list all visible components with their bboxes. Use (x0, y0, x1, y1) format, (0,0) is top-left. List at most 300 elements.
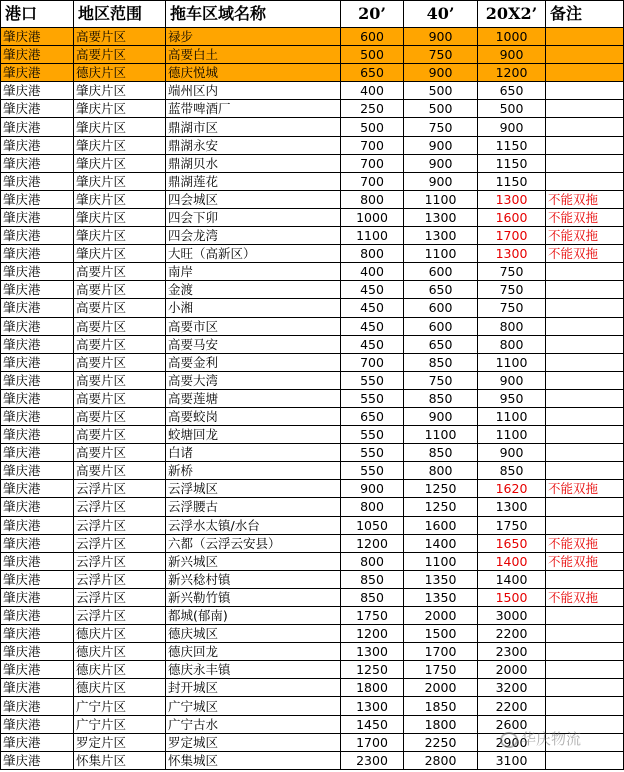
cell-price-40ft: 1400 (404, 534, 478, 552)
cell-port: 肇庆港 (1, 607, 74, 625)
cell-price-20ft: 550 (341, 444, 404, 462)
header-20x2: 20X2’ (478, 1, 546, 28)
table-row (1, 263, 624, 281)
cell-port: 肇庆港 (1, 643, 74, 661)
table-row (1, 516, 624, 534)
cell-zone: 金渡 (166, 281, 341, 299)
cell-price-20x2: 950 (478, 389, 546, 407)
cell-port: 肇庆港 (1, 208, 74, 226)
cell-price-20ft: 450 (341, 335, 404, 353)
cell-area: 云浮片区 (74, 480, 166, 498)
cell-price-20x2: 900 (478, 371, 546, 389)
cell-price-40ft: 650 (404, 281, 478, 299)
cell-price-20ft: 1100 (341, 227, 404, 245)
cell-area: 怀集片区 (74, 751, 166, 769)
table-row (1, 46, 624, 64)
cell-zone: 德庆城区 (166, 625, 341, 643)
table-row (1, 588, 624, 606)
cell-zone: 新兴勒竹镇 (166, 588, 341, 606)
cell-port: 肇庆港 (1, 263, 74, 281)
watermark (500, 728, 581, 749)
table-body (1, 28, 624, 770)
cell-price-20x2: 2600 (478, 715, 546, 733)
cell-price-20ft: 400 (341, 263, 404, 281)
cell-note (546, 679, 624, 697)
table-row (1, 697, 624, 715)
table-row (1, 118, 624, 136)
table-row (1, 335, 624, 353)
cell-price-40ft: 1800 (404, 715, 478, 733)
cell-port: 肇庆港 (1, 227, 74, 245)
cell-zone: 云浮水太镇/水台 (166, 516, 341, 534)
cell-note (546, 389, 624, 407)
cell-price-40ft: 1250 (404, 498, 478, 516)
cell-port: 肇庆港 (1, 335, 74, 353)
table-row (1, 154, 624, 172)
cell-port: 肇庆港 (1, 281, 74, 299)
cell-price-40ft: 750 (404, 118, 478, 136)
table-row (1, 661, 624, 679)
cell-price-40ft: 1600 (404, 516, 478, 534)
cell-note (546, 643, 624, 661)
header-port: 港口 (1, 1, 74, 28)
table-row (1, 570, 624, 588)
cell-zone: 白诸 (166, 444, 341, 462)
cell-zone: 德庆永丰镇 (166, 661, 341, 679)
cell-note (546, 100, 624, 118)
cell-price-20ft: 1250 (341, 661, 404, 679)
cell-area: 肇庆片区 (74, 82, 166, 100)
table-row (1, 227, 624, 245)
cell-area: 高要片区 (74, 444, 166, 462)
cell-zone: 新兴城区 (166, 552, 341, 570)
cell-price-20ft: 600 (341, 28, 404, 46)
cell-price-20ft: 550 (341, 371, 404, 389)
cell-price-20ft: 250 (341, 100, 404, 118)
cell-price-20x2: 1150 (478, 154, 546, 172)
header-zone: 拖车区域名称 (166, 1, 341, 28)
cell-price-20ft: 850 (341, 570, 404, 588)
cell-price-20x2: 1400 (478, 552, 546, 570)
cell-port: 肇庆港 (1, 751, 74, 769)
cell-port: 肇庆港 (1, 534, 74, 552)
table-row (1, 407, 624, 425)
cell-price-40ft: 1300 (404, 208, 478, 226)
cell-note: 不能双拖 (546, 534, 624, 552)
table-row (1, 64, 624, 82)
cell-price-40ft: 600 (404, 263, 478, 281)
cell-area: 肇庆片区 (74, 227, 166, 245)
cell-area: 德庆片区 (74, 64, 166, 82)
cell-note (546, 444, 624, 462)
cell-price-20ft: 700 (341, 172, 404, 190)
cell-zone: 怀集城区 (166, 751, 341, 769)
cell-price-20x2: 500 (478, 100, 546, 118)
cell-price-40ft: 1100 (404, 552, 478, 570)
cell-port: 肇庆港 (1, 588, 74, 606)
cell-port: 肇庆港 (1, 389, 74, 407)
cell-price-20ft: 800 (341, 552, 404, 570)
cell-area: 德庆片区 (74, 625, 166, 643)
table-row (1, 208, 624, 226)
cell-price-40ft: 850 (404, 389, 478, 407)
cell-price-20x2: 650 (478, 82, 546, 100)
cell-zone: 广宁城区 (166, 697, 341, 715)
cell-price-40ft: 750 (404, 371, 478, 389)
cell-zone: 高要大湾 (166, 371, 341, 389)
cell-note (546, 426, 624, 444)
cell-price-20ft: 1000 (341, 208, 404, 226)
cell-price-40ft: 1100 (404, 245, 478, 263)
cell-price-20ft: 700 (341, 154, 404, 172)
cell-note (546, 353, 624, 371)
cell-zone: 四会龙湾 (166, 227, 341, 245)
table-row (1, 444, 624, 462)
cell-zone: 蛟塘回龙 (166, 426, 341, 444)
cell-price-20ft: 1700 (341, 733, 404, 751)
table-row (1, 552, 624, 570)
cell-port: 肇庆港 (1, 154, 74, 172)
cell-price-40ft: 2000 (404, 679, 478, 697)
cell-price-40ft: 600 (404, 317, 478, 335)
cell-note (546, 82, 624, 100)
cell-area: 云浮片区 (74, 498, 166, 516)
cell-note (546, 136, 624, 154)
cell-price-40ft: 1500 (404, 625, 478, 643)
cell-area: 广宁片区 (74, 697, 166, 715)
cell-area: 肇庆片区 (74, 100, 166, 118)
cell-price-20x2: 800 (478, 317, 546, 335)
cell-note (546, 118, 624, 136)
cell-note (546, 371, 624, 389)
cell-area: 高要片区 (74, 46, 166, 64)
cell-zone: 新兴稔村镇 (166, 570, 341, 588)
cell-price-20x2: 1100 (478, 407, 546, 425)
cell-price-20x2: 3000 (478, 607, 546, 625)
cell-price-40ft: 500 (404, 82, 478, 100)
cell-price-40ft: 2250 (404, 733, 478, 751)
cell-note (546, 28, 624, 46)
header-row (1, 1, 624, 28)
cell-price-20ft: 450 (341, 317, 404, 335)
cell-zone: 高要白土 (166, 46, 341, 64)
cell-note: 不能双拖 (546, 227, 624, 245)
cell-port: 肇庆港 (1, 552, 74, 570)
cell-note (546, 64, 624, 82)
cell-price-20x2: 3200 (478, 679, 546, 697)
cell-note (546, 154, 624, 172)
cell-price-20x2: 1700 (478, 227, 546, 245)
cell-price-20x2: 850 (478, 462, 546, 480)
cell-zone: 鼎湖永安 (166, 136, 341, 154)
cell-price-40ft: 850 (404, 444, 478, 462)
cell-price-20x2: 800 (478, 335, 546, 353)
cell-note (546, 661, 624, 679)
cell-port: 肇庆港 (1, 570, 74, 588)
cell-price-20x2: 1750 (478, 516, 546, 534)
cell-port: 肇庆港 (1, 371, 74, 389)
cell-area: 德庆片区 (74, 643, 166, 661)
cell-price-20ft: 1200 (341, 534, 404, 552)
cell-zone: 鼎湖莲花 (166, 172, 341, 190)
cell-price-20ft: 450 (341, 281, 404, 299)
cell-price-40ft: 750 (404, 46, 478, 64)
cell-note: 不能双拖 (546, 245, 624, 263)
cell-zone: 云浮腰古 (166, 498, 341, 516)
cell-price-20x2: 3100 (478, 751, 546, 769)
cell-price-20ft: 800 (341, 245, 404, 263)
table-row (1, 353, 624, 371)
cell-note (546, 407, 624, 425)
cell-port: 肇庆港 (1, 462, 74, 480)
cell-price-20x2: 1300 (478, 245, 546, 263)
cell-area: 云浮片区 (74, 607, 166, 625)
cell-price-20ft: 1800 (341, 679, 404, 697)
cell-price-20x2: 1650 (478, 534, 546, 552)
cell-area: 德庆片区 (74, 661, 166, 679)
cell-note (546, 263, 624, 281)
cell-price-40ft: 900 (404, 154, 478, 172)
cell-area: 高要片区 (74, 389, 166, 407)
cell-price-20x2: 1500 (478, 588, 546, 606)
cell-zone: 德庆回龙 (166, 643, 341, 661)
cell-price-20x2: 900 (478, 118, 546, 136)
cell-zone: 鼎湖市区 (166, 118, 341, 136)
cell-price-20x2: 1200 (478, 64, 546, 82)
cell-zone: 大旺（高新区） (166, 245, 341, 263)
cell-price-20ft: 1200 (341, 625, 404, 643)
cell-price-20x2: 1300 (478, 498, 546, 516)
cell-area: 高要片区 (74, 281, 166, 299)
cell-zone: 高要金利 (166, 353, 341, 371)
cell-area: 肇庆片区 (74, 154, 166, 172)
cell-zone: 高要市区 (166, 317, 341, 335)
cell-port: 肇庆港 (1, 46, 74, 64)
cell-price-40ft: 1300 (404, 227, 478, 245)
cell-port: 肇庆港 (1, 661, 74, 679)
cell-price-20x2: 2300 (478, 643, 546, 661)
table-row (1, 100, 624, 118)
cell-port: 肇庆港 (1, 64, 74, 82)
cell-price-20ft: 1050 (341, 516, 404, 534)
cell-price-20ft: 1450 (341, 715, 404, 733)
cell-area: 高要片区 (74, 299, 166, 317)
cell-price-40ft: 600 (404, 299, 478, 317)
cell-area: 肇庆片区 (74, 190, 166, 208)
cell-area: 云浮片区 (74, 534, 166, 552)
cell-zone: 都城(郁南) (166, 607, 341, 625)
cell-note (546, 172, 624, 190)
table-row (1, 607, 624, 625)
cell-price-20x2: 1300 (478, 190, 546, 208)
cell-note: 不能双拖 (546, 552, 624, 570)
cell-price-40ft: 650 (404, 335, 478, 353)
cell-price-20x2: 1150 (478, 136, 546, 154)
cell-zone: 南岸 (166, 263, 341, 281)
cell-price-20x2: 1400 (478, 570, 546, 588)
cell-price-20x2: 2000 (478, 661, 546, 679)
cell-area: 肇庆片区 (74, 245, 166, 263)
cell-port: 肇庆港 (1, 245, 74, 263)
table-row (1, 28, 624, 46)
table-row (1, 625, 624, 643)
cell-price-20x2: 1620 (478, 480, 546, 498)
cell-price-20ft: 550 (341, 389, 404, 407)
cell-port: 肇庆港 (1, 697, 74, 715)
cell-note (546, 751, 624, 769)
cell-price-40ft: 1350 (404, 588, 478, 606)
cell-zone: 新桥 (166, 462, 341, 480)
cell-port: 肇庆港 (1, 480, 74, 498)
cell-area: 广宁片区 (74, 715, 166, 733)
table-row (1, 172, 624, 190)
cell-note: 不能双拖 (546, 190, 624, 208)
header-40ft: 40’ (404, 1, 478, 28)
cell-price-20x2: 1000 (478, 28, 546, 46)
cell-note (546, 46, 624, 64)
cell-port: 肇庆港 (1, 407, 74, 425)
cell-note: 不能双拖 (546, 588, 624, 606)
cell-port: 肇庆港 (1, 82, 74, 100)
cell-port: 肇庆港 (1, 715, 74, 733)
table-row (1, 643, 624, 661)
cell-note (546, 498, 624, 516)
cell-price-40ft: 1250 (404, 480, 478, 498)
cell-price-40ft: 1750 (404, 661, 478, 679)
cell-port: 肇庆港 (1, 190, 74, 208)
table-row (1, 371, 624, 389)
cell-price-20ft: 900 (341, 480, 404, 498)
table-row (1, 679, 624, 697)
cell-zone: 小湘 (166, 299, 341, 317)
cell-area: 肇庆片区 (74, 118, 166, 136)
cell-price-20x2: 1100 (478, 426, 546, 444)
cell-area: 肇庆片区 (74, 172, 166, 190)
cell-zone: 四会下卯 (166, 208, 341, 226)
cell-price-20x2: 1100 (478, 353, 546, 371)
cell-port: 肇庆港 (1, 299, 74, 317)
cell-note: 不能双拖 (546, 480, 624, 498)
cell-port: 肇庆港 (1, 353, 74, 371)
cell-note (546, 462, 624, 480)
cell-zone: 六都（云浮云安县） (166, 534, 341, 552)
cell-price-20ft: 650 (341, 64, 404, 82)
table-row (1, 751, 624, 769)
cell-price-40ft: 1100 (404, 190, 478, 208)
cell-port: 肇庆港 (1, 317, 74, 335)
cell-price-20ft: 550 (341, 426, 404, 444)
cell-price-20x2: 2200 (478, 697, 546, 715)
cell-price-40ft: 2000 (404, 607, 478, 625)
watermark-text: 华庆物流 (521, 730, 582, 748)
cell-port: 肇庆港 (1, 625, 74, 643)
cell-price-40ft: 850 (404, 353, 478, 371)
cell-price-20x2: 2200 (478, 625, 546, 643)
cell-zone: 罗定城区 (166, 733, 341, 751)
cell-area: 肇庆片区 (74, 208, 166, 226)
cell-price-40ft: 900 (404, 136, 478, 154)
cell-port: 肇庆港 (1, 733, 74, 751)
cell-note (546, 299, 624, 317)
cell-price-40ft: 1350 (404, 570, 478, 588)
wechat-icon (500, 732, 518, 748)
table-row (1, 281, 624, 299)
cell-port: 肇庆港 (1, 679, 74, 697)
table-row (1, 317, 624, 335)
cell-area: 罗定片区 (74, 733, 166, 751)
cell-area: 云浮片区 (74, 552, 166, 570)
cell-port: 肇庆港 (1, 498, 74, 516)
cell-zone: 四会城区 (166, 190, 341, 208)
cell-area: 云浮片区 (74, 516, 166, 534)
cell-port: 肇庆港 (1, 426, 74, 444)
cell-price-20x2: 750 (478, 281, 546, 299)
cell-zone: 广宁古水 (166, 715, 341, 733)
cell-note (546, 335, 624, 353)
cell-price-40ft: 1850 (404, 697, 478, 715)
cell-price-20ft: 850 (341, 588, 404, 606)
cell-port: 肇庆港 (1, 172, 74, 190)
table-row (1, 299, 624, 317)
cell-note (546, 516, 624, 534)
cell-price-40ft: 500 (404, 100, 478, 118)
cell-price-20ft: 550 (341, 462, 404, 480)
cell-port: 肇庆港 (1, 100, 74, 118)
cell-price-20ft: 800 (341, 498, 404, 516)
cell-price-20ft: 450 (341, 299, 404, 317)
cell-price-20ft: 1300 (341, 643, 404, 661)
cell-area: 高要片区 (74, 462, 166, 480)
cell-price-40ft: 2800 (404, 751, 478, 769)
table-row (1, 82, 624, 100)
cell-zone: 云浮城区 (166, 480, 341, 498)
cell-area: 高要片区 (74, 263, 166, 281)
cell-price-40ft: 800 (404, 462, 478, 480)
cell-price-20ft: 500 (341, 46, 404, 64)
cell-zone: 禄步 (166, 28, 341, 46)
table-row (1, 190, 624, 208)
cell-area: 高要片区 (74, 407, 166, 425)
table-row (1, 389, 624, 407)
cell-note (546, 281, 624, 299)
table-row (1, 426, 624, 444)
cell-zone: 封开城区 (166, 679, 341, 697)
cell-price-40ft: 900 (404, 64, 478, 82)
cell-price-20ft: 700 (341, 136, 404, 154)
cell-port: 肇庆港 (1, 516, 74, 534)
cell-price-20x2: 2900 (478, 733, 546, 751)
cell-price-20x2: 750 (478, 263, 546, 281)
header-20ft: 20’ (341, 1, 404, 28)
cell-area: 高要片区 (74, 317, 166, 335)
cell-zone: 高要马安 (166, 335, 341, 353)
cell-note: 不能双拖 (546, 208, 624, 226)
table-row (1, 534, 624, 552)
cell-price-20ft: 700 (341, 353, 404, 371)
cell-area: 高要片区 (74, 426, 166, 444)
cell-price-20x2: 1600 (478, 208, 546, 226)
cell-note (546, 697, 624, 715)
table-row (1, 462, 624, 480)
cell-note (546, 317, 624, 335)
cell-zone: 端州区内 (166, 82, 341, 100)
cell-area: 高要片区 (74, 353, 166, 371)
cell-zone: 高要蛟岗 (166, 407, 341, 425)
cell-price-20ft: 650 (341, 407, 404, 425)
cell-price-20x2: 900 (478, 46, 546, 64)
table-row (1, 136, 624, 154)
header-note: 备注 (546, 1, 624, 28)
